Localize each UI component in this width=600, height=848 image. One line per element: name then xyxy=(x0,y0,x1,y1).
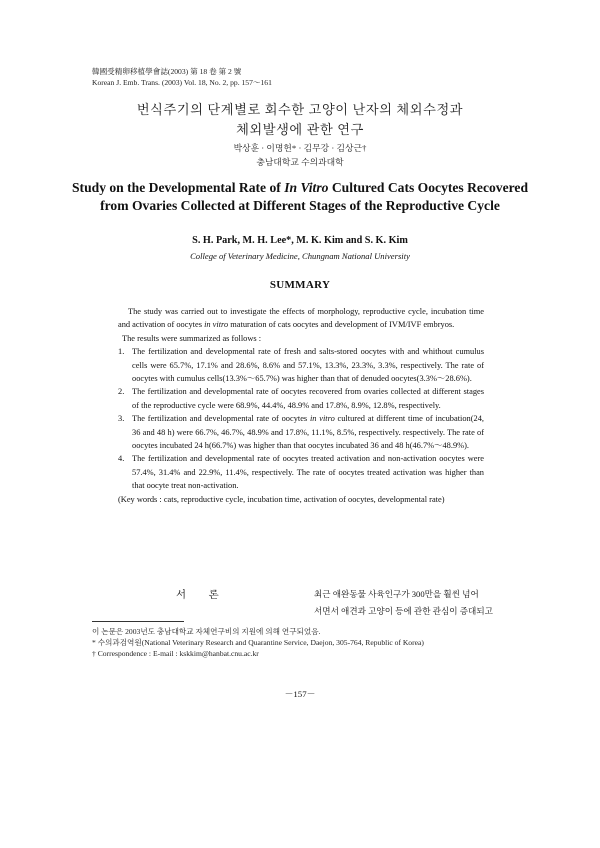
result-text: The fertilization and developmental rate of oocytes recovered from ovaries collected at different stages of the reproductive cycle were 68.9%, 44.4%, 48.9% and 17.8%, 8.9%, 12.8%, respectively. xyxy=(132,387,484,410)
summary-intro-part1: The study was carried out to investigate the effects of morphology, reproductive cycle, incubation time and activation of oocytes xyxy=(118,307,484,330)
introduction-heading: 서 론 xyxy=(176,590,229,601)
result-item-1 xyxy=(118,345,484,385)
result-text: The fertilization and developmental rate of oocytes treated activation and non-activation oocytes were 57.4%, 31.4% and 22.9%, 11.4%, respectively. The rate of oocytes treated activation was higher than that oocyte treat non-activation. xyxy=(132,454,484,491)
page-number: －157－ xyxy=(284,689,316,699)
footnotes xyxy=(92,626,424,660)
result-text-part1: The fertilization and developmental rate of oocytes xyxy=(132,414,310,424)
result-number: 1. xyxy=(118,347,125,357)
english-title-italic: In Vitro xyxy=(284,180,329,195)
result-item-3 xyxy=(118,412,484,452)
introduction-text xyxy=(314,586,504,620)
introduction-line2: 서면서 애견과 고양이 등에 관한 관심이 증대되고 xyxy=(314,606,493,616)
footnote-funding: 이 논문은 2003년도 충남대학교 자체연구비의 지원에 의해 연구되었음. xyxy=(92,627,321,636)
result-number: 4. xyxy=(118,454,125,464)
summary-intro xyxy=(118,305,484,332)
result-item-2 xyxy=(118,385,484,412)
english-affiliation: College of Veterinary Medicine, Chungnam National University xyxy=(190,251,410,261)
keywords: (Key words : cats, reproductive cycle, incubation time, activation of oocytes, developmental rate) xyxy=(118,494,445,504)
english-authors: S. H. Park, M. H. Lee*, M. K. Kim and S. K. Kim xyxy=(192,235,408,246)
result-item-4 xyxy=(118,452,484,492)
introduction-line1: 최근 애완동물 사육인구가 300만을 훨씬 넘어 xyxy=(314,589,479,599)
summary-heading: SUMMARY xyxy=(269,279,331,291)
journal-header-english: Korean J. Emb. Trans. (2003) Vol. 18, No. 2, pp. 157～161 xyxy=(92,78,272,87)
korean-title-line2: 체외발생에 관한 연구 xyxy=(236,122,364,137)
footnote-correspondence: † Correspondence : E-mail : kskkim@hanbat.cnu.ac.kr xyxy=(92,649,259,659)
korean-title-line1: 번식주기의 단계별로 회수한 고양이 난자의 체외수정과 xyxy=(136,102,464,117)
result-text-italic: in vitro xyxy=(309,414,335,424)
result-number: 3. xyxy=(118,414,125,424)
english-title xyxy=(60,179,540,215)
english-title-part1: Study on the Developmental Rate of xyxy=(71,180,285,195)
footnote-affiliation: * 수의과검역원(National Veterinary Research and Quarantine Service, Daejon, 305-764, Republic of Korea) xyxy=(92,638,424,648)
english-title-part2: Cultured Cats Oocytes Recovered from Ovaries Collected at Different Stages of the Reproductive Cycle xyxy=(100,180,529,213)
korean-authors: 박상훈 · 이명헌* · 김무강 · 김상근† xyxy=(233,143,367,153)
korean-affiliation: 충남대학교 수의과대학 xyxy=(256,157,344,167)
result-text: The fertilization and developmental rate of fresh and salts-stored oocytes with and whithout cumulus cells were 65.7%, 17.1% and 28.6%, 8.6% and 57.1%, 13.3%, 23.3%, 3.3%, respectively. The rate of oocytes with cumulus cells(13.3%～65.7%) was higher than that of denuded oocytes(3.3%～28.6%). xyxy=(132,347,484,384)
result-number: 2. xyxy=(118,387,125,397)
journal-header-korean: 韓國受精卵移植學會誌(2003) 第 18 卷 第 2 號 xyxy=(92,67,242,76)
journal-header xyxy=(92,66,272,88)
summary-intro-italic: in vitro xyxy=(204,320,229,330)
result-text-part2: cultured at different time of incubation(24, 36 and 48 h) were 66.7%, 46.7%, 48.9% and 17.8%, 11.1%, 8.5%, respectively. respectively. The rate of oocytes incubated 24 h(66.7%) was higher than that oocytes incubated 36 and 48 h(46.7%～48.9%). xyxy=(132,414,484,451)
results-intro: The results were summarized as follows : xyxy=(122,333,262,343)
summary-intro-part2: maturation of cats oocytes and development of IVM/IVF embryos. xyxy=(228,320,455,330)
summary-body xyxy=(118,305,484,506)
footnote-divider xyxy=(92,621,184,622)
